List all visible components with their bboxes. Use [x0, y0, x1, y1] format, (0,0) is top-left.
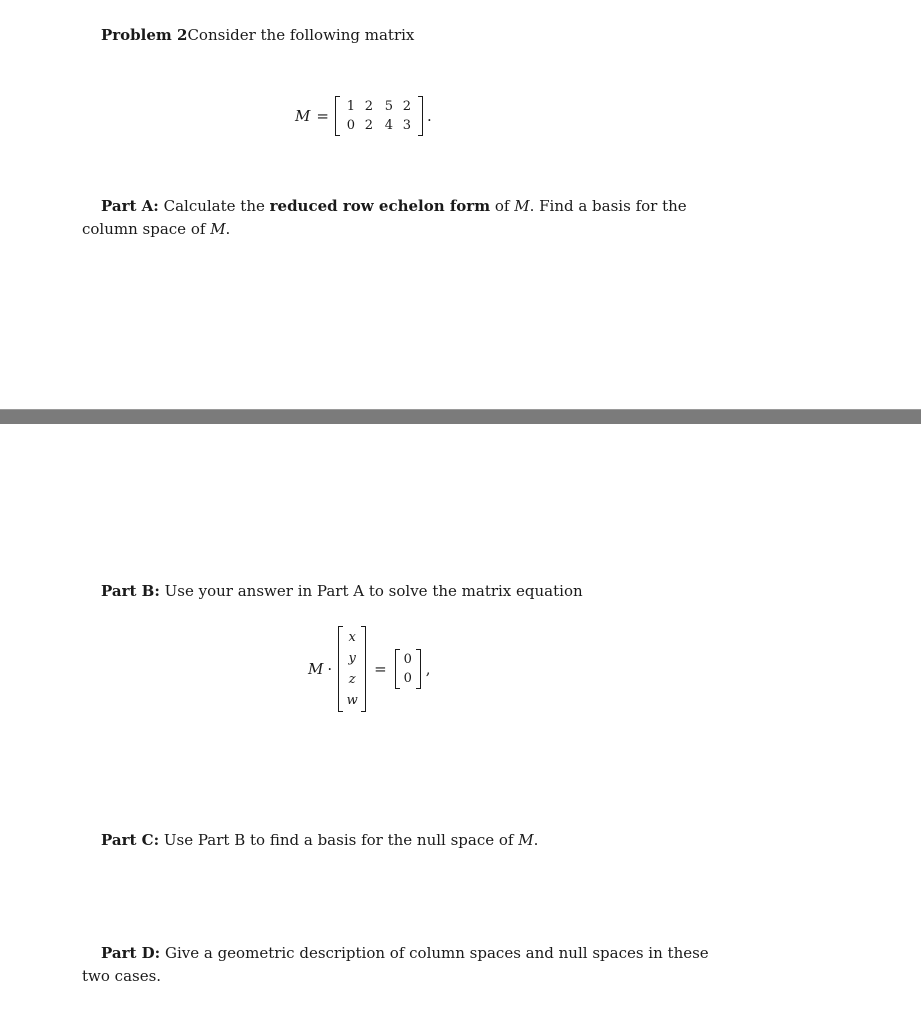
matrix-m-end: . — [426, 107, 432, 125]
part-d-text: two cases. — [82, 967, 162, 985]
part-c-text: Use Part B to find a basis for the null space of — [159, 831, 519, 849]
matrix-m-name: M — [295, 107, 311, 125]
variable-vector-entries — [343, 626, 361, 712]
matrix-m — [335, 96, 423, 136]
zero-vector-entries — [400, 649, 416, 689]
part-a-end: . — [225, 220, 231, 238]
part-c-label: Part C: — [101, 831, 160, 849]
matrix-m-equals: = — [316, 107, 329, 125]
variable-vector — [338, 626, 366, 712]
part-a-line1 — [101, 195, 687, 218]
vector-entry: x — [348, 630, 356, 645]
matrix-entry: 1 — [346, 99, 356, 114]
bracket-right — [361, 626, 366, 712]
equation-dot: · — [327, 660, 333, 678]
matrix-entry: 2 — [364, 118, 374, 133]
part-b-text: Use your answer in Part A to solve the matrix equation — [159, 582, 583, 600]
part-a-text: column space of — [82, 220, 211, 238]
part-b-line — [101, 580, 583, 603]
part-d-text: Give a geometric description of column spaces and null spaces in these — [160, 944, 709, 962]
matrix-m-entries — [340, 96, 418, 136]
part-b-label: Part B: — [101, 582, 160, 600]
part-a-bold: reduced row echelon form — [269, 197, 491, 215]
equation-equals: = — [374, 660, 387, 678]
part-c-line — [101, 829, 538, 852]
problem-header — [101, 24, 414, 47]
bracket-right — [416, 649, 421, 689]
part-a-line2 — [82, 218, 230, 241]
part-a-var: M — [514, 197, 530, 215]
part-c-var: M — [518, 831, 534, 849]
part-d-line2 — [82, 965, 161, 988]
part-a-var: M — [210, 220, 226, 238]
page-divider — [0, 409, 921, 424]
problem-label: Problem 2 — [101, 26, 188, 44]
matrix-entry: 2 — [402, 99, 412, 114]
matrix-entry: 3 — [402, 118, 412, 133]
matrix-m-display — [295, 96, 432, 136]
bracket-right — [418, 96, 423, 136]
part-a-text: of — [490, 197, 515, 215]
part-a-text: . Find a basis for the — [529, 197, 687, 215]
part-a-label: Part A: — [101, 197, 159, 215]
vector-entry: 0 — [403, 671, 412, 686]
matrix-entry: 2 — [364, 99, 374, 114]
matrix-equation — [308, 626, 431, 712]
matrix-entry: 4 — [384, 118, 394, 133]
vector-entry: 0 — [403, 652, 412, 667]
equation-lhs: M — [308, 660, 324, 678]
zero-vector — [395, 649, 421, 689]
part-a-text: Calculate the — [158, 197, 270, 215]
equation-end: , — [425, 660, 431, 678]
problem-intro: Consider the following matrix — [187, 26, 415, 44]
vector-entry: y — [348, 651, 356, 666]
part-c-end: . — [533, 831, 539, 849]
vector-entry: z — [348, 672, 356, 687]
part-d-label: Part D: — [101, 944, 161, 962]
matrix-entry: 5 — [384, 99, 394, 114]
part-d-line1 — [101, 942, 709, 965]
vector-entry: w — [346, 693, 358, 708]
matrix-entry: 0 — [346, 118, 356, 133]
